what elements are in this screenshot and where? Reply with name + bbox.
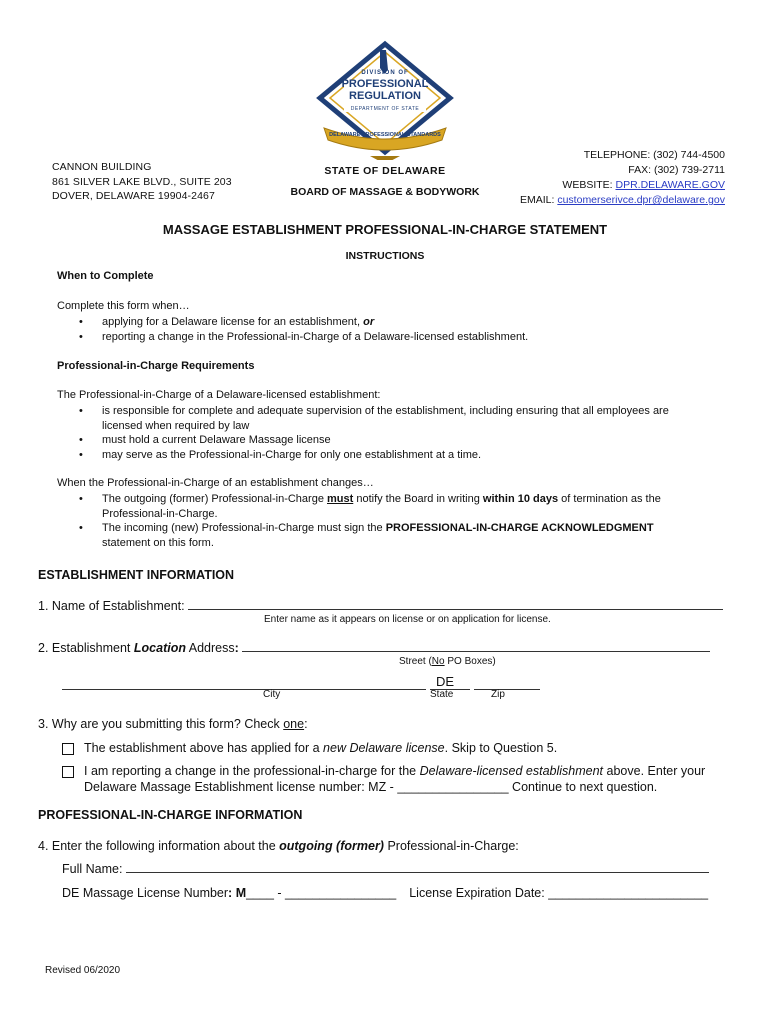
list-item [57,330,717,345]
license-m: M [232,886,247,900]
pic-heading: PROFESSIONAL-IN-CHARGE INFORMATION [38,808,303,822]
street-hint [399,656,496,667]
when-b2-text: reporting a change in the Professional-in-Charge of a Delaware-licensed establishment. [102,330,529,343]
street-hint-a: Street ( [399,656,432,667]
q4-bold-italic: outgoing (former) [279,839,384,853]
expiration-date-field[interactable]: _______________________ [548,886,709,900]
q1-label: 1. Name of Establishment: [38,599,189,613]
change-b1-must: must [327,493,354,505]
change-intro: When the Professional-in-Charge of an establishment changes… [57,477,374,489]
instructions-heading: INSTRUCTIONS [345,250,425,262]
board-name: BOARD OF MASSAGE & BODYWORK [290,186,480,198]
logo-line3: REGULATION [349,90,421,102]
email-label: EMAIL: [519,194,558,206]
city-label: City [263,689,281,700]
opt1-a: The establishment above has applied for a [84,741,324,755]
logo-line4: DEPARTMENT OF STATE [350,106,420,112]
change-list [57,492,697,550]
zip-label: Zip [491,689,505,700]
q3-label-a: 3. Why are you submitting this form? Check [38,717,284,731]
full-name-field[interactable] [126,871,709,873]
q1-hint: Enter name as it appears on license or on application for license. [264,614,551,625]
address-line-1: CANNON BUILDING [52,161,152,173]
license-label: DE Massage License Number [62,886,229,900]
state-value: DE [436,674,455,689]
license-colon: : [228,886,233,900]
address-line-3: DOVER, DELAWARE 19904-2467 [52,190,215,202]
q4-label [38,839,519,853]
zip-field[interactable] [474,688,540,690]
list-item [57,315,717,330]
page-title: MASSAGE ESTABLISHMENT PROFESSIONAL-IN-CHARGE STATEMENT [162,222,608,237]
website-row [520,178,725,193]
office-address [52,160,232,204]
full-name-row [62,862,722,876]
email-link[interactable]: customerserivce.dpr@delaware.gov [557,194,725,206]
state-label: State [430,689,454,700]
change-b1-b: notify the Board in writing [353,493,483,505]
street-address-field[interactable] [242,650,710,652]
license-row [62,886,722,900]
requirements-heading: Professional-in-Charge Requirements [57,360,255,372]
email-row [520,193,725,208]
fax: FAX: (302) 739-2711 [628,164,725,176]
q2-row [38,641,733,655]
logo-line1: DIVISION OF [361,70,409,76]
when-heading: When to Complete [57,270,154,282]
change-b1-a: The outgoing (former) Professional-in-Charge [102,493,327,505]
req-b2-text: must hold a current Delaware Massage license [102,434,331,446]
state-name: STATE OF DELAWARE [324,165,446,177]
when-intro: Complete this form when… [57,300,190,312]
q1-row [38,599,733,613]
mz-license-field[interactable]: ________________ [397,779,509,794]
change-b2-c: statement on this form. [102,536,214,549]
opt2-line2-b: Continue to next question. [508,779,658,794]
q3-label-b: : [304,717,308,731]
new-license-checkbox[interactable] [62,743,74,755]
opt1-b: . Skip to Question 5. [444,741,558,755]
q4-b: Professional-in-Charge: [383,839,519,853]
req-b1-text: is responsible for complete and adequate supervision of the establishment, including ensuring that all employees are licensed when required by law [102,405,669,432]
q2-label-location: Location [133,641,186,655]
website-label: WEBSITE: [562,179,616,191]
establishment-heading: ESTABLISHMENT INFORMATION [38,568,235,582]
opt2-italic: Delaware-licensed establishment [419,764,604,778]
change-b2-a: The incoming (new) Professional-in-Charge must sign the [102,522,386,534]
establishment-name-field[interactable] [188,608,723,610]
when-b1-or: or [363,316,375,328]
address-line-2: 861 SILVER LAKE BLVD., SUITE 203 [52,175,232,188]
change-b1-bold: within 10 days [482,493,559,505]
dpr-logo [310,40,460,160]
list-item [57,433,697,448]
license-number-field[interactable]: ____ - ________________ [246,886,397,900]
opt2-b: above. Enter your [603,764,706,778]
full-name-label: Full Name: [62,862,126,876]
street-hint-no: No [431,656,445,667]
contact-block [520,148,725,208]
option-change-pic[interactable] [62,764,722,795]
revised-date: Revised 06/2020 [45,965,121,976]
option-new-license[interactable] [62,741,557,755]
change-b2-bold: PROFESSIONAL-IN-CHARGE ACKNOWLEDGMENT [385,522,654,534]
list-item [57,404,697,433]
q2-label-c: Address [185,641,235,655]
opt2-a: I am reporting a change in the professional-in-charge for the [84,764,420,778]
street-hint-b: PO Boxes) [444,656,496,667]
q3-label [38,717,308,731]
list-item [57,448,697,463]
opt2-line2-a: Delaware Massage Establishment license number: MZ - [84,779,398,794]
logo-ribbon: DELAWARE PROFESSIONAL STANDARDS [329,132,441,138]
list-item [57,492,697,521]
telephone: TELEPHONE: (302) 744-4500 [583,149,725,161]
q4-a: 4. Enter the following information about the [38,839,280,853]
change-b1-c: of termination as the Professional-in-Charge. [102,493,661,520]
website-link[interactable]: DPR.DELAWARE.GOV [615,179,725,191]
q2-colon: : [234,641,239,655]
requirements-intro: The Professional-in-Charge of a Delaware-licensed establishment: [57,389,381,401]
when-list [57,315,717,344]
q3-label-one: one [283,717,305,731]
q2-label-a: 2. Establishment [38,641,134,655]
city-field[interactable] [62,688,426,690]
change-pic-checkbox[interactable] [62,766,74,778]
opt1-italic: new Delaware license [323,741,445,755]
logo-line2: PROFESSIONAL [341,78,429,90]
expiration-label: License Expiration Date: [409,886,549,900]
when-b1-text: applying for a Delaware license for an establishment, [102,316,364,328]
req-b3-text: may serve as the Professional-in-Charge for only one establishment at a time. [102,448,482,461]
requirements-list [57,404,697,462]
list-item [57,521,697,550]
